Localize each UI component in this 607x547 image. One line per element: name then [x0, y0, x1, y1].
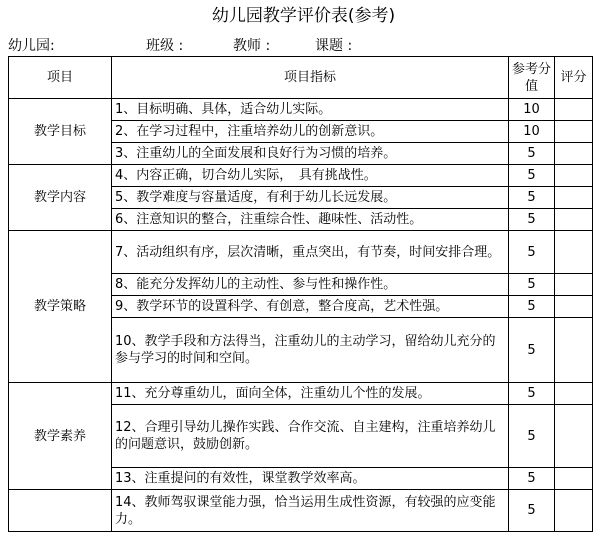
- kindergarten-label: 幼儿园:: [8, 38, 55, 54]
- score-cell[interactable]: [555, 209, 593, 231]
- header-indicator: 项目指标: [112, 57, 509, 99]
- indicator-text: 4、内容正确，切合幼儿实际， 具有挑战性。: [112, 165, 509, 187]
- section-name-continued: [9, 490, 112, 532]
- reference-value: 5: [509, 468, 555, 490]
- reference-value: 5: [509, 383, 555, 405]
- score-cell[interactable]: [555, 231, 593, 274]
- reference-value: 10: [509, 121, 555, 143]
- indicator-text: 13、注重提问的有效性，课堂教学效率高。: [112, 468, 509, 490]
- table-row: [9, 490, 593, 532]
- indicator-text: 3、注重幼儿的全面发展和良好行为习惯的培养。: [112, 143, 509, 165]
- score-cell[interactable]: [555, 274, 593, 296]
- reference-value: 5: [509, 490, 555, 532]
- score-cell[interactable]: [555, 405, 593, 468]
- reference-value: 5: [509, 209, 555, 231]
- reference-value: 5: [509, 187, 555, 209]
- table-row: [9, 99, 593, 121]
- topic-label: 课题 :: [315, 38, 353, 54]
- indicator-text: 1、目标明确、具体，适合幼儿实际。: [112, 99, 509, 121]
- evaluation-table: [8, 56, 593, 532]
- indicator-text: 10、教学手段和方法得当，注重幼儿的主动学习，留给幼儿充分的参与学习的时间和空间。: [112, 318, 509, 383]
- section-name: 教学素养: [9, 383, 112, 490]
- indicator-text: 12、合理引导幼儿操作实践、合作交流、自主建构，注重培养幼儿的问题意识，鼓励创新。: [112, 405, 509, 468]
- score-cell[interactable]: [555, 143, 593, 165]
- score-cell[interactable]: [555, 187, 593, 209]
- header-reference: 参考分 值: [509, 57, 555, 99]
- indicator-text: 7、活动组织有序，层次清晰，重点突出，有节奏，时间安排合理。: [112, 231, 509, 274]
- score-cell[interactable]: [555, 296, 593, 318]
- section-name: 教学策略: [9, 231, 112, 383]
- reference-value: 5: [509, 318, 555, 383]
- header-row: [9, 57, 593, 99]
- score-cell[interactable]: [555, 99, 593, 121]
- score-cell[interactable]: [555, 121, 593, 143]
- indicator-text: 5、教学难度与容量适度，有利于幼儿长远发展。: [112, 187, 509, 209]
- section-name: 教学目标: [9, 99, 112, 165]
- header-item: 项目: [9, 57, 112, 99]
- table-row: [9, 383, 593, 405]
- reference-value: 10: [509, 99, 555, 121]
- score-cell[interactable]: [555, 468, 593, 490]
- score-cell[interactable]: [555, 318, 593, 383]
- teacher-label: 教师 :: [233, 38, 271, 54]
- indicator-text: 6、注意知识的整合，注重综合性、趣味性、活动性。: [112, 209, 509, 231]
- indicator-text: 9、教学环节的设置科学、有创意，整合度高，艺术性强。: [112, 296, 509, 318]
- class-label: 班级 :: [146, 38, 184, 54]
- indicator-text: 11、充分尊重幼儿，面向全体，注重幼儿个性的发展。: [112, 383, 509, 405]
- page-title: 幼儿园教学评价表(参考): [211, 6, 396, 26]
- indicator-text: 2、在学习过程中，注重培养幼儿的创新意识。: [112, 121, 509, 143]
- table-row: [9, 231, 593, 274]
- reference-value: 5: [509, 231, 555, 274]
- table-row: [9, 165, 593, 187]
- reference-value: 5: [509, 405, 555, 468]
- indicator-text: 8、能充分发挥幼儿的主动性、参与性和操作性。: [112, 274, 509, 296]
- reference-value: 5: [509, 143, 555, 165]
- reference-value: 5: [509, 296, 555, 318]
- reference-value: 5: [509, 274, 555, 296]
- score-cell[interactable]: [555, 383, 593, 405]
- score-cell[interactable]: [555, 165, 593, 187]
- header-score: 评分: [555, 57, 593, 99]
- reference-value: 5: [509, 165, 555, 187]
- score-cell[interactable]: [555, 490, 593, 532]
- section-name: 教学内容: [9, 165, 112, 231]
- indicator-text: 14、教师驾驭课堂能力强，恰当运用生成性资源，有较强的应变能力。: [112, 490, 509, 532]
